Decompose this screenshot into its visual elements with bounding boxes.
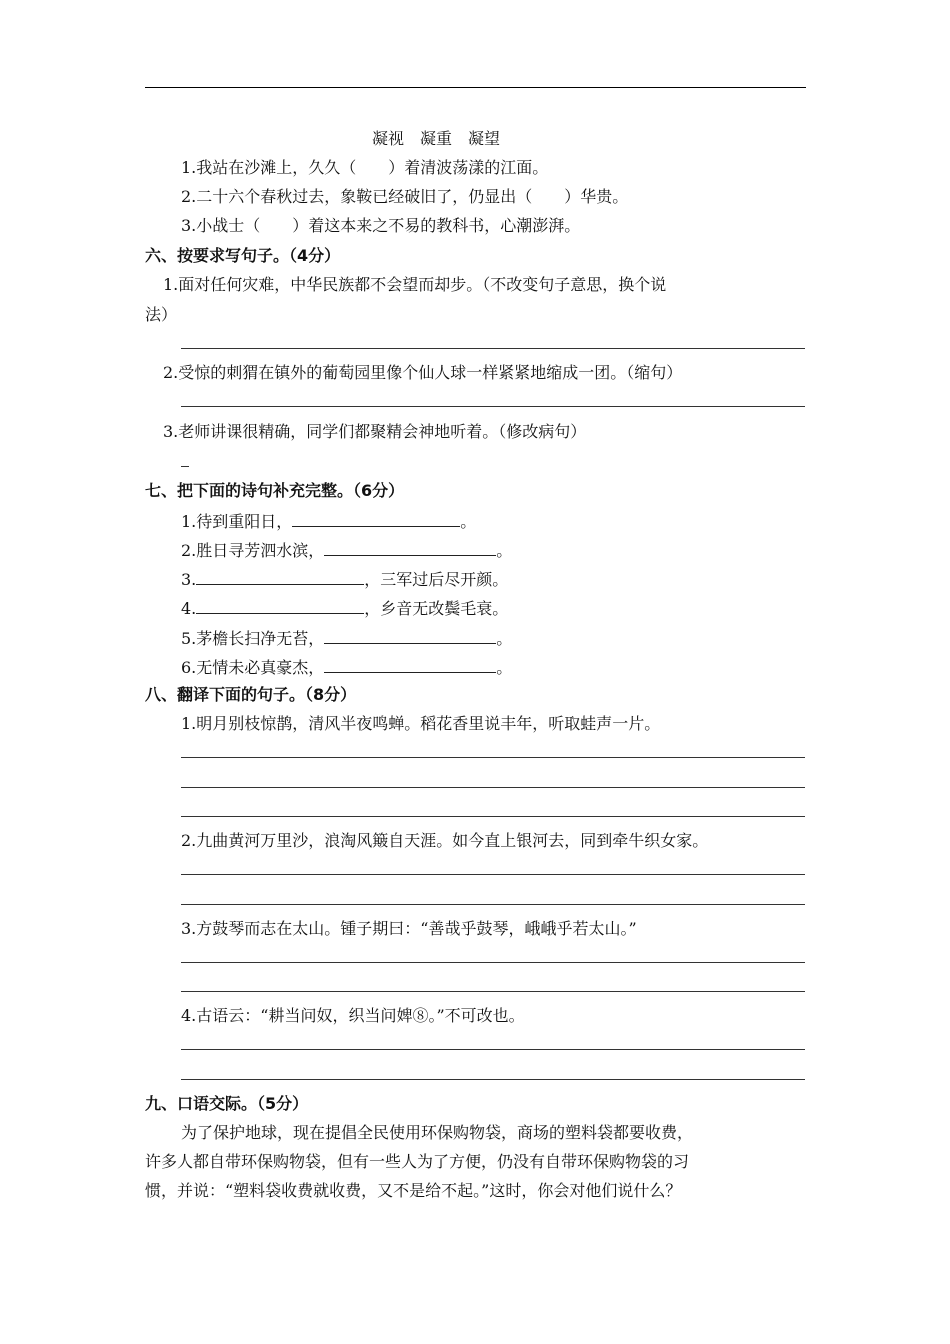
answer-line — [181, 348, 805, 349]
poem-line-1: 1.待到重阳日， 。 — [181, 512, 477, 531]
fill-word-question-3: 3.小战士（ ）着这本来之不易的教科书，心潮澎湃。 — [181, 216, 581, 235]
answer-line — [181, 1049, 805, 1050]
answer-line — [181, 757, 805, 758]
oral-paragraph-line-1: 为了保护地球，现在提倡全民使用环保购物袋，商场的塑料袋都要收费， — [181, 1123, 694, 1142]
poem-blank[interactable] — [324, 539, 496, 556]
poem-blank[interactable] — [324, 656, 496, 673]
answer-line — [181, 991, 805, 992]
section-8-heading: 八、翻译下面的句子。（8分） — [145, 685, 357, 704]
section-6-question-1-cont: 法） — [145, 305, 178, 324]
word-bank: 凝视 凝重 凝望 — [372, 129, 501, 148]
translate-question-1: 1.明月别枝惊鹊，清风半夜鸣蝉。稻花香里说丰年，听取蛙声一片。 — [181, 714, 661, 733]
oral-paragraph-line-2: 许多人都自带环保购物袋，但有一些人为了方便，仍没有自带环保购物袋的习 — [145, 1152, 690, 1171]
poem-line-3: 3. ，三军过后尽开颜。 — [181, 570, 509, 589]
poem-blank[interactable] — [196, 597, 364, 614]
answer-line — [181, 816, 805, 817]
answer-line — [181, 1079, 805, 1080]
poem-line-2: 2.胜日寻芳泗水滨， 。 — [181, 541, 513, 560]
section-7-heading: 七、把下面的诗句补充完整。（6分） — [145, 481, 405, 500]
fill-word-question-1: 1.我站在沙滩上，久久（ ）着清波荡漾的江面。 — [181, 158, 549, 177]
section-6-question-2: 2.受惊的刺猬在镇外的葡萄园里像个仙人球一样紧紧地缩成一团。（缩句） — [163, 363, 683, 382]
poem-line-5: 5.茅檐长扫净无苔， 。 — [181, 629, 513, 648]
oral-paragraph-line-3: 惯，并说：“塑料袋收费就收费，又不是给不起。”这时，你会对他们说什么？ — [145, 1181, 682, 1200]
section-6-question-3: 3.老师讲课很精确，同学们都聚精会神地听着。（修改病句） — [163, 422, 587, 441]
section-9-heading: 九、口语交际。（5分） — [145, 1094, 309, 1113]
poem-blank[interactable] — [196, 568, 364, 585]
answer-line — [181, 904, 805, 905]
fill-word-question-2: 2.二十六个春秋过去，象鞍已经破旧了，仍显出（ ）华贵。 — [181, 187, 629, 206]
translate-question-4: 4.古语云：“耕当问奴，织当问婢⑧。”不可改也。 — [181, 1006, 525, 1025]
poem-blank[interactable] — [324, 627, 496, 644]
poem-line-6: 6.无情未必真豪杰， 。 — [181, 658, 513, 677]
translate-question-2: 2.九曲黄河万里沙，浪淘风簸自天涯。如今直上银河去，同到牵牛织女家。 — [181, 831, 709, 850]
header-rule — [145, 87, 806, 88]
section-6-heading: 六、按要求写句子。（4分） — [145, 246, 341, 265]
poem-line-4: 4. ，乡音无改鬓毛衰。 — [181, 599, 509, 618]
translate-question-3: 3.方鼓琴而志在太山。锺子期曰：“善哉乎鼓琴，峨峨乎若太山。” — [181, 919, 637, 938]
answer-line — [181, 787, 805, 788]
answer-line-stub — [181, 466, 189, 467]
answer-line — [181, 962, 805, 963]
section-6-question-1: 1.面对任何灾难，中华民族都不会望而却步。（不改变句子意思，换个说 — [163, 275, 667, 294]
answer-line — [181, 874, 805, 875]
answer-line — [181, 406, 805, 407]
poem-blank[interactable] — [292, 510, 460, 527]
